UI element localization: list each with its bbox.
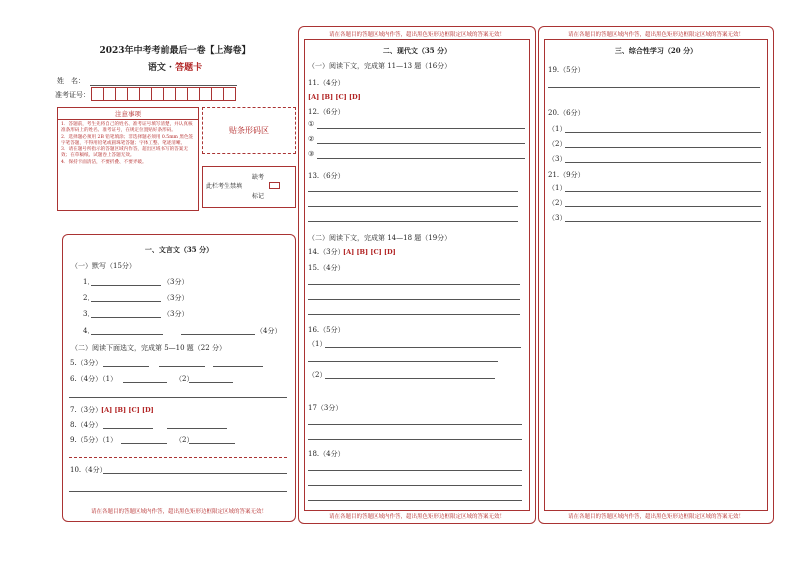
name-field[interactable] <box>90 85 237 86</box>
section-2-title: 二、现代文（35 分） <box>382 46 452 55</box>
q21-part1-label: （1） <box>548 184 567 192</box>
q8-answer-line-1[interactable] <box>103 428 153 429</box>
card-label: 答题卡 <box>175 63 203 73</box>
q11-label: 11.（4分） <box>308 79 345 87</box>
subject-line: 语文 · 答题卡 <box>147 63 203 73</box>
section-3-warning-bottom: 请在各题目的答题区域内作答，超出黑色矩形边框限定区域的答案无效！ <box>567 514 744 520</box>
q1-score: （3分） <box>163 278 189 286</box>
notice-item-1: 1．答题前，考生先将自己的姓名、准考证号填写清楚，并认真核准条形码上的姓名、准考证号，在规定位置贴好条形码。 <box>61 122 193 134</box>
q21-label: 21.（9分） <box>548 171 585 179</box>
sec2-part2-title: （二）阅读下文，完成第 14—18 题（19分） <box>308 234 452 242</box>
notice-item-4: 4．保持卡面清洁，不要折叠、不要弄破。 <box>61 159 147 165</box>
q16-answer-line-3[interactable] <box>325 378 495 379</box>
notice-item-2: 2．选择题必须用 2B 铅笔填涂；非选择题必须用 0.5mm 黑色签字笔答题，不得用铅笔或圆珠笔答题；字体工整、笔迹清晰。 <box>61 134 194 146</box>
q15-label: 15.（4分） <box>308 264 345 272</box>
section-1-warning: 请在各题目的答题区域内作答，超出黑色矩形边框限定区域的答案无效！ <box>90 509 267 515</box>
q16-part1-label: （1） <box>308 340 327 348</box>
q6-label: 6.（4分）（1） <box>70 375 118 383</box>
q18-answer-line-2[interactable] <box>308 485 522 486</box>
name-label: 姓 名： <box>57 77 85 85</box>
section-2-box <box>298 26 536 524</box>
section-2-warning-top: 请在各题目的答题区域内作答，超出黑色矩形边框限定区域的答案无效！ <box>328 32 505 38</box>
q2-answer-line[interactable] <box>91 301 161 302</box>
q5-answer-line-1[interactable] <box>103 366 149 367</box>
section-3-warning-top: 请在各题目的答题区域内作答，超出黑色矩形边框限定区域的答案无效！ <box>567 32 744 38</box>
q21-answer-line-1[interactable] <box>565 191 761 192</box>
q13-answer-line-3[interactable] <box>308 221 518 222</box>
q9-answer-line-2[interactable] <box>189 443 235 444</box>
q12-label: 12.（6分） <box>308 108 345 116</box>
q17-answer-line-2[interactable] <box>308 439 522 440</box>
exam-number-label: 准考证号： <box>55 91 90 99</box>
q20-answer-line-3[interactable] <box>565 162 761 163</box>
q11-choices[interactable]: [A] [B] [C] [D] <box>308 93 361 101</box>
q3-answer-line[interactable] <box>91 317 161 318</box>
q5-answer-line-2[interactable] <box>159 366 205 367</box>
barcode-area[interactable] <box>202 107 296 154</box>
q17-label: 17（3分） <box>308 404 343 412</box>
q6-part2-label: （2） <box>175 375 194 383</box>
section-2-warning-bottom: 请在各题目的答题区域内作答，超出黑色矩形边框限定区域的答案无效！ <box>328 514 505 520</box>
q20-part3-label: （3） <box>548 155 567 163</box>
section-3-title: 三、综合性学习（20 分） <box>614 46 698 55</box>
q1-number: 1． <box>83 278 95 286</box>
q9-part2-label: （2） <box>175 436 194 444</box>
sec1-part2-title: （二）阅读下面选文，完成第 5—10 题（22 分） <box>71 344 226 352</box>
sec2-part1-title: （一）阅读下文，完成第 11—13 题（16分） <box>308 62 452 70</box>
notice-item-3: 3．请在题号所指示的答题区域内作答，超出区域书写的答案无效；在草稿纸、试题卷上答题无效。 <box>61 147 188 159</box>
section-1-box <box>62 234 296 522</box>
section-1-divider <box>69 397 287 398</box>
notice-box <box>57 107 199 211</box>
q2-number: 2． <box>83 294 95 302</box>
q5-label: 5.（3分） <box>70 359 103 367</box>
absent-mark-label: 标记 <box>252 193 265 200</box>
q4-score: （4分） <box>256 327 282 335</box>
absent-label: 此栏考生禁填 <box>206 183 243 190</box>
section-1-title: 一、文言文（35 分） <box>144 245 214 254</box>
exam-number-boxes[interactable] <box>91 87 235 100</box>
q13-answer-line-1[interactable] <box>308 191 518 192</box>
section-3-inner <box>544 39 768 511</box>
q20-part2-label: （2） <box>548 140 567 148</box>
q14-label: 14.（3分） <box>308 248 345 256</box>
sec1-part1-title: （一）默写（15分） <box>71 262 136 270</box>
q21-answer-line-3[interactable] <box>565 221 761 222</box>
section-3-box <box>538 26 774 524</box>
q9-label: 9.（5分）（1） <box>70 436 118 444</box>
q14-choices[interactable]: [A] [B] [C] [D] <box>343 248 396 256</box>
q12-item-2: ② <box>308 135 315 143</box>
q18-label: 18.（4分） <box>308 450 345 458</box>
q20-answer-line-1[interactable] <box>565 132 761 133</box>
q8-label: 8.（4分） <box>70 421 103 429</box>
q10-answer-line-1[interactable] <box>103 473 287 474</box>
notice-title: 注意事项 <box>58 108 198 120</box>
q16-answer-line-2[interactable] <box>308 361 498 362</box>
q4-answer-line-2[interactable] <box>181 334 255 335</box>
q9-answer-line-1[interactable] <box>121 443 167 444</box>
q17-answer-line-1[interactable] <box>308 424 522 425</box>
q16-answer-line-1[interactable] <box>325 347 521 348</box>
q1-answer-line[interactable] <box>91 285 161 286</box>
q13-label: 13.（6分） <box>308 172 345 180</box>
q15-answer-line-1[interactable] <box>308 284 520 285</box>
section-1-dashed-divider <box>69 457 287 458</box>
q12-answer-line-1[interactable] <box>317 128 525 129</box>
q7-choices[interactable]: [A] [B] [C] [D] <box>101 406 154 414</box>
q21-answer-line-2[interactable] <box>565 206 761 207</box>
q13-answer-line-2[interactable] <box>308 206 518 207</box>
q2-score: （3分） <box>163 294 189 302</box>
q4-number: 4． <box>83 327 95 335</box>
absent-kaokao-label: 缺考 <box>252 174 265 181</box>
q8-answer-line-2[interactable] <box>167 428 227 429</box>
q15-answer-line-3[interactable] <box>308 314 520 315</box>
q19-answer-line[interactable] <box>548 87 760 88</box>
q3-number: 3． <box>83 310 95 318</box>
q10-answer-line-2[interactable] <box>69 491 287 492</box>
q18-answer-line-1[interactable] <box>308 470 522 471</box>
q10-label: 10.（4分） <box>70 466 107 474</box>
q12-item-3: ③ <box>308 150 315 158</box>
q16-part2-label: （2） <box>308 371 327 379</box>
q15-answer-line-2[interactable] <box>308 299 520 300</box>
q18-answer-line-3[interactable] <box>308 500 522 501</box>
absent-box <box>202 166 296 208</box>
q16-label: 16.（5分） <box>308 326 345 334</box>
q6-answer-line-2[interactable] <box>189 382 233 383</box>
q5-answer-line-3[interactable] <box>213 366 263 367</box>
q3-score: （3分） <box>163 310 189 318</box>
q12-answer-line-3[interactable] <box>317 158 525 159</box>
q12-item-1: ① <box>308 120 315 128</box>
q6-answer-line-1[interactable] <box>123 382 167 383</box>
q20-part1-label: （1） <box>548 125 567 133</box>
section-2-inner <box>304 39 530 511</box>
q20-answer-line-2[interactable] <box>565 147 761 148</box>
absent-checkbox[interactable] <box>269 182 280 189</box>
q7-label: 7.（3分） <box>70 406 103 414</box>
subject-label: 语文 <box>147 63 166 73</box>
q21-part2-label: （2） <box>548 199 567 207</box>
q19-label: 19.（5分） <box>548 66 585 74</box>
q21-part3-label: （3） <box>548 214 567 222</box>
exam-digit-box[interactable] <box>223 87 236 101</box>
barcode-label: 贴条形码区 <box>229 126 269 135</box>
q20-label: 20.（6分） <box>548 109 585 117</box>
page-title: 2023年中考考前最后一卷【上海卷】 <box>99 46 251 56</box>
q4-answer-line-1[interactable] <box>91 334 163 335</box>
q12-answer-line-2[interactable] <box>317 143 525 144</box>
